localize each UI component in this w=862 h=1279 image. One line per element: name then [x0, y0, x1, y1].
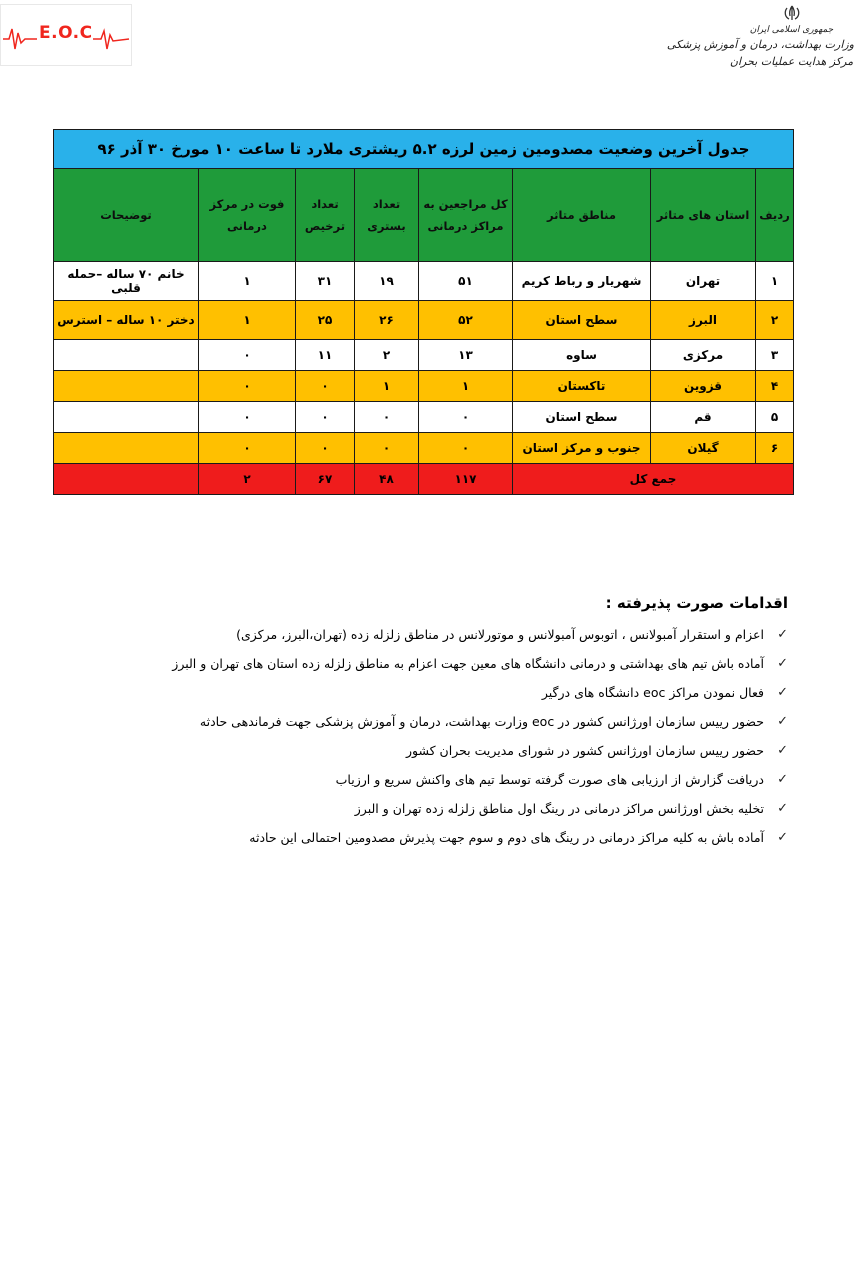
- total-deaths: ۲: [199, 464, 296, 495]
- cell-hospitalized: ۱۹: [355, 262, 419, 301]
- cell-notes: [53, 433, 198, 464]
- cell-discharged: ۱۱: [296, 340, 355, 371]
- cell-row-number: ۲: [756, 301, 794, 340]
- list-item: [28, 626, 788, 655]
- cell-area: سطح استان: [513, 301, 651, 340]
- list-item: [28, 771, 788, 800]
- total-hospitalized: ۴۸: [355, 464, 419, 495]
- header-area: مناطق متاثر: [513, 169, 651, 262]
- table-row: [53, 433, 793, 464]
- ministry-header: [666, 4, 854, 70]
- action-text: اعزام و استقرار آمبولانس ، اتوبوس آمبولانس و موتورلانس در مناطق زلزله زده (تهران،البرز، مرکزی): [236, 627, 764, 642]
- cell-province: قم: [651, 402, 756, 433]
- action-text: تخلیه بخش اورژانس مراکز درمانی در رینگ اول مناطق زلزله زده تهران و البرز: [354, 801, 764, 816]
- checkmark-icon: ✓: [777, 656, 788, 671]
- cell-area: ساوه: [513, 340, 651, 371]
- cell-province: گیلان: [651, 433, 756, 464]
- cell-hospitalized: ۲: [355, 340, 419, 371]
- total-visits: ۱۱۷: [419, 464, 513, 495]
- table-title: جدول آخرین وضعیت مصدومین زمین لرزه ۵.۲ ریشتری ملارد تا ساعت ۱۰ مورخ ۳۰ آذر ۹۶: [53, 130, 793, 169]
- header-discharged: تعداد ترخیص: [296, 169, 355, 262]
- table-header-row: [53, 169, 793, 262]
- cell-notes: خانم ۷۰ ساله –حمله قلبی: [53, 262, 198, 301]
- table-row: [53, 402, 793, 433]
- list-item: [28, 829, 788, 858]
- cell-row-number: ۶: [756, 433, 794, 464]
- cell-row-number: ۳: [756, 340, 794, 371]
- cell-deaths: ۰: [199, 402, 296, 433]
- actions-list: [28, 626, 788, 858]
- cell-notes: [53, 340, 198, 371]
- cell-hospitalized: ۰: [355, 433, 419, 464]
- header-notes: توضیحات: [53, 169, 198, 262]
- cell-area: شهریار و رباط کریم: [513, 262, 651, 301]
- cell-notes: [53, 402, 198, 433]
- cell-discharged: ۰: [296, 433, 355, 464]
- eoc-logo-text: E.O.C: [39, 23, 93, 43]
- table-total-row: [53, 464, 793, 495]
- checkmark-icon: ✓: [777, 743, 788, 758]
- action-text: دریافت گزارش از ارزیابی های صورت گرفته توسط تیم های واکنش سریع و ارزیاب: [335, 772, 764, 787]
- iran-emblem-icon: [781, 4, 803, 22]
- list-item: [28, 742, 788, 771]
- ministry-line-country: جمهوری اسلامی ایران: [749, 25, 834, 35]
- cell-deaths: ۰: [199, 340, 296, 371]
- cell-province: البرز: [651, 301, 756, 340]
- header-row-number: ردیف: [756, 169, 794, 262]
- header-hospitalized: تعداد بستری: [355, 169, 419, 262]
- cell-total-visits: ۵۱: [419, 262, 513, 301]
- table-row: [53, 262, 793, 301]
- checkmark-icon: ✓: [777, 714, 788, 729]
- cell-discharged: ۰: [296, 402, 355, 433]
- cell-row-number: ۴: [756, 371, 794, 402]
- cell-province: قزوین: [651, 371, 756, 402]
- actions-section: [28, 590, 788, 858]
- checkmark-icon: ✓: [777, 801, 788, 816]
- total-notes: [53, 464, 198, 495]
- cell-area: جنوب و مرکز استان: [513, 433, 651, 464]
- action-text: حضور رییس سازمان اورژانس کشور در شورای مدیریت بحران کشور: [405, 743, 764, 758]
- cell-discharged: ۰: [296, 371, 355, 402]
- checkmark-icon: ✓: [777, 772, 788, 787]
- list-item: [28, 684, 788, 713]
- header-deaths: فوت در مرکز درمانی: [199, 169, 296, 262]
- action-text: آماده باش تیم های بهداشتی و درمانی دانشگاه های معین جهت اعزام به مناطق زلزله زده استان های تهران و البرز: [172, 656, 764, 671]
- list-item: [28, 655, 788, 684]
- cell-total-visits: ۵۲: [419, 301, 513, 340]
- cell-hospitalized: ۲۶: [355, 301, 419, 340]
- cell-total-visits: ۰: [419, 433, 513, 464]
- ministry-line-ministry: وزارت بهداشت، درمان و آموزش پزشکی: [666, 38, 854, 51]
- total-discharged: ۶۷: [296, 464, 355, 495]
- cell-province: تهران: [651, 262, 756, 301]
- cell-row-number: ۱: [756, 262, 794, 301]
- action-text: فعال نمودن مراکز eoc دانشگاه های درگیر: [541, 685, 764, 700]
- table-row: [53, 301, 793, 340]
- checkmark-icon: ✓: [777, 627, 788, 642]
- cell-deaths: ۰: [199, 371, 296, 402]
- casualty-table-wrapper: [54, 129, 794, 495]
- cell-discharged: ۲۵: [296, 301, 355, 340]
- action-text: آماده باش به کلیه مراکز درمانی در رینگ های دوم و سوم جهت پذیرش مصدومین احتمالی این حادثه: [249, 830, 764, 845]
- cell-total-visits: ۱: [419, 371, 513, 402]
- cell-area: تاکستان: [513, 371, 651, 402]
- cell-deaths: ۰: [199, 433, 296, 464]
- actions-title: اقدامات صورت پذیرفته :: [605, 594, 788, 612]
- total-label: جمع کل: [513, 464, 794, 495]
- cell-notes: دختر ۱۰ ساله – استرس: [53, 301, 198, 340]
- cell-deaths: ۱: [199, 301, 296, 340]
- action-text: حضور رییس سازمان اورژانس کشور در eoc وزارت بهداشت، درمان و آموزش پزشکی جهت فرماندهی حادثه: [199, 714, 764, 729]
- cell-province: مرکزی: [651, 340, 756, 371]
- cell-row-number: ۵: [756, 402, 794, 433]
- ministry-line-center: مرکز هدایت عملیات بحران: [729, 55, 854, 68]
- cell-hospitalized: ۱: [355, 371, 419, 402]
- checkmark-icon: ✓: [777, 685, 788, 700]
- header-province: استان های متاثر: [651, 169, 756, 262]
- eoc-logo: [0, 4, 132, 66]
- cell-deaths: ۱: [199, 262, 296, 301]
- table-row: [53, 371, 793, 402]
- cell-discharged: ۳۱: [296, 262, 355, 301]
- cell-area: سطح استان: [513, 402, 651, 433]
- cell-total-visits: ۱۳: [419, 340, 513, 371]
- list-item: [28, 800, 788, 829]
- casualty-table: [53, 129, 794, 495]
- table-row: [53, 340, 793, 371]
- list-item: [28, 713, 788, 742]
- cell-notes: [53, 371, 198, 402]
- cell-total-visits: ۰: [419, 402, 513, 433]
- header-total-visits: کل مراجعین به مراکز درمانی: [419, 169, 513, 262]
- checkmark-icon: ✓: [777, 830, 788, 845]
- cell-hospitalized: ۰: [355, 402, 419, 433]
